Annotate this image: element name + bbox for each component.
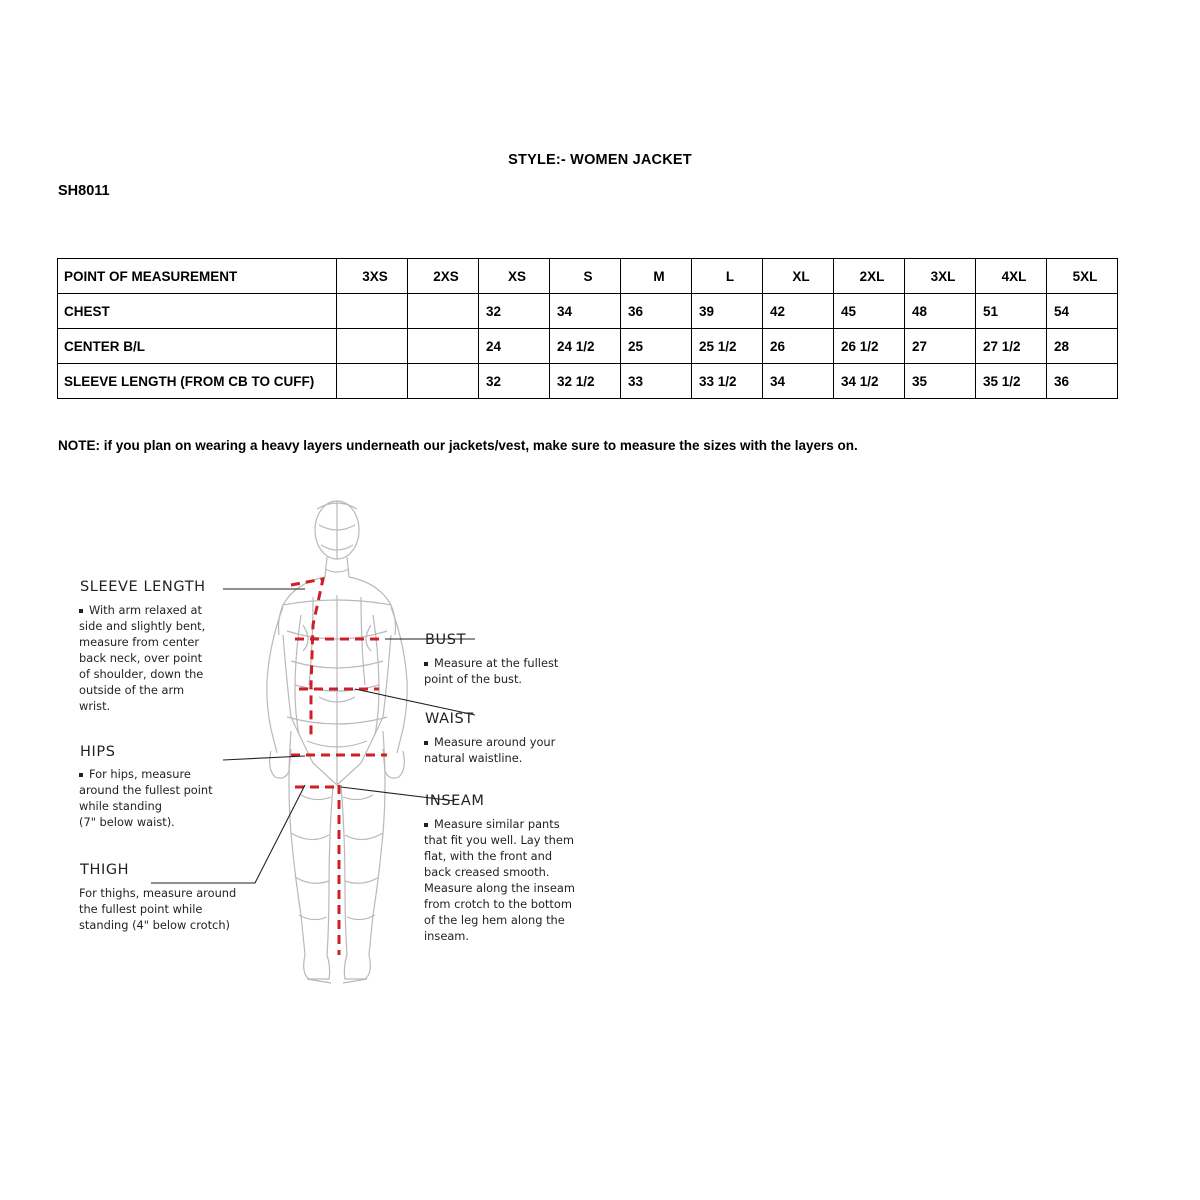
cell-sleeve-xl: 34 <box>763 364 834 399</box>
cell-sleeve-m: 33 <box>621 364 692 399</box>
cell-chest-xs: 32 <box>479 294 550 329</box>
column-header-xs: XS <box>479 259 550 294</box>
guide-line: standing (4" below crotch) <box>79 918 230 932</box>
guide-title-hips: HIPS <box>80 744 116 760</box>
cell-center-bl-xl: 26 <box>763 329 834 364</box>
guide-line: Measure along the inseam <box>424 881 575 895</box>
note-text: NOTE: if you plan on wearing a heavy layers underneath our jackets/vest, make sure to measure the sizes with the layers on. <box>58 438 858 453</box>
guide-line: while standing <box>79 799 162 813</box>
page-title: STYLE:- WOMEN JACKET <box>508 152 692 168</box>
cell-sleeve-l: 33 1/2 <box>692 364 763 399</box>
guide-title-inseam: INSEAM <box>425 793 485 809</box>
column-header-l: L <box>692 259 763 294</box>
bullet-icon <box>424 741 428 745</box>
guide-line: the fullest point while <box>79 902 203 916</box>
guide-line: of shoulder, down the <box>79 667 204 681</box>
guide-thigh <box>79 862 236 932</box>
guide-line: Measure similar pants <box>434 817 560 831</box>
cell-sleeve-s: 32 1/2 <box>550 364 621 399</box>
cell-center-bl-3xs <box>337 329 408 364</box>
guide-inseam <box>424 793 575 943</box>
cell-chest-2xl: 45 <box>834 294 905 329</box>
column-header-2xl: 2XL <box>834 259 905 294</box>
cell-chest-4xl: 51 <box>976 294 1047 329</box>
cell-sleeve-3xs <box>337 364 408 399</box>
cell-center-bl-2xs <box>408 329 479 364</box>
cell-center-bl-s: 24 1/2 <box>550 329 621 364</box>
cell-chest-xl: 42 <box>763 294 834 329</box>
cell-sleeve-5xl: 36 <box>1047 364 1118 399</box>
table-row <box>58 364 1118 399</box>
cell-sleeve-2xl: 34 1/2 <box>834 364 905 399</box>
cell-sleeve-3xl: 35 <box>905 364 976 399</box>
cell-chest-l: 39 <box>692 294 763 329</box>
column-header-3xl: 3XL <box>905 259 976 294</box>
bullet-icon <box>79 773 83 777</box>
bullet-icon <box>424 823 428 827</box>
guide-line: point of the bust. <box>424 672 523 686</box>
guide-line: around the fullest point <box>79 783 213 797</box>
guide-sleeve-length <box>79 579 206 713</box>
guide-title-waist: WAIST <box>425 711 474 727</box>
guide-title-thigh: THIGH <box>80 862 130 878</box>
guide-line: that fit you well. Lay them <box>424 833 574 847</box>
style-code: SH8011 <box>58 183 110 199</box>
guide-line: back neck, over point <box>79 651 203 665</box>
cell-center-bl-5xl: 28 <box>1047 329 1118 364</box>
column-header-xl: XL <box>763 259 834 294</box>
cell-chest-3xs <box>337 294 408 329</box>
guide-waist <box>424 711 556 765</box>
cell-center-bl-m: 25 <box>621 329 692 364</box>
cell-center-bl-l: 25 1/2 <box>692 329 763 364</box>
table-row <box>58 294 1118 329</box>
cell-center-bl-3xl: 27 <box>905 329 976 364</box>
guide-line: from crotch to the bottom <box>424 897 572 911</box>
guide-line: Measure at the fullest <box>434 656 559 670</box>
column-header-4xl: 4XL <box>976 259 1047 294</box>
guide-line: measure from center <box>79 635 200 649</box>
guide-line: flat, with the front and <box>424 849 553 863</box>
female-figure-diagram <box>267 501 407 983</box>
guide-hips <box>79 744 213 829</box>
cell-sleeve-4xl: 35 1/2 <box>976 364 1047 399</box>
guide-line: For thighs, measure around <box>79 886 237 900</box>
guide-line: back creased smooth. <box>424 865 550 879</box>
column-header-3xs: 3XS <box>337 259 408 294</box>
cell-center-bl-xs: 24 <box>479 329 550 364</box>
size-chart-table <box>57 258 1118 399</box>
cell-chest-3xl: 48 <box>905 294 976 329</box>
column-header-m: M <box>621 259 692 294</box>
guide-line: For hips, measure <box>89 767 191 781</box>
guide-line: inseam. <box>424 929 470 943</box>
guide-line: With arm relaxed at <box>89 603 202 617</box>
row-label-center-bl: CENTER B/L <box>58 329 337 364</box>
bullet-icon <box>424 662 428 666</box>
guide-line: outside of the arm <box>79 683 185 697</box>
column-header-5xl: 5XL <box>1047 259 1118 294</box>
cell-chest-m: 36 <box>621 294 692 329</box>
guide-title-bust: BUST <box>425 632 467 648</box>
leader-line-thigh <box>151 785 305 883</box>
cell-chest-5xl: 54 <box>1047 294 1118 329</box>
guide-line: of the leg hem along the <box>424 913 565 927</box>
guide-bust <box>424 632 559 686</box>
cell-sleeve-2xs <box>408 364 479 399</box>
row-label-sleeve-length: SLEEVE LENGTH (FROM CB TO CUFF) <box>58 364 337 399</box>
table-row <box>58 329 1118 364</box>
cell-chest-2xs <box>408 294 479 329</box>
guide-line: side and slightly bent, <box>79 619 206 633</box>
leader-line-hips <box>223 756 305 760</box>
table-header-row <box>58 259 1118 294</box>
guide-line: Measure around your <box>434 735 556 749</box>
guide-title-sleeve-length: SLEEVE LENGTH <box>80 579 206 595</box>
measurement-illustration <box>55 485 695 1025</box>
size-chart-table-wrapper <box>57 258 1098 399</box>
column-header-2xs: 2XS <box>408 259 479 294</box>
column-header-s: S <box>550 259 621 294</box>
bullet-icon <box>79 609 83 613</box>
cell-chest-s: 34 <box>550 294 621 329</box>
cell-center-bl-2xl: 26 1/2 <box>834 329 905 364</box>
cell-center-bl-4xl: 27 1/2 <box>976 329 1047 364</box>
guide-line: natural waistline. <box>424 751 523 765</box>
cell-sleeve-xs: 32 <box>479 364 550 399</box>
guide-line: wrist. <box>79 699 111 713</box>
guide-line: (7" below waist). <box>79 815 175 829</box>
column-header-point-of-measurement: POINT OF MEASUREMENT <box>58 259 337 294</box>
row-label-chest: CHEST <box>58 294 337 329</box>
